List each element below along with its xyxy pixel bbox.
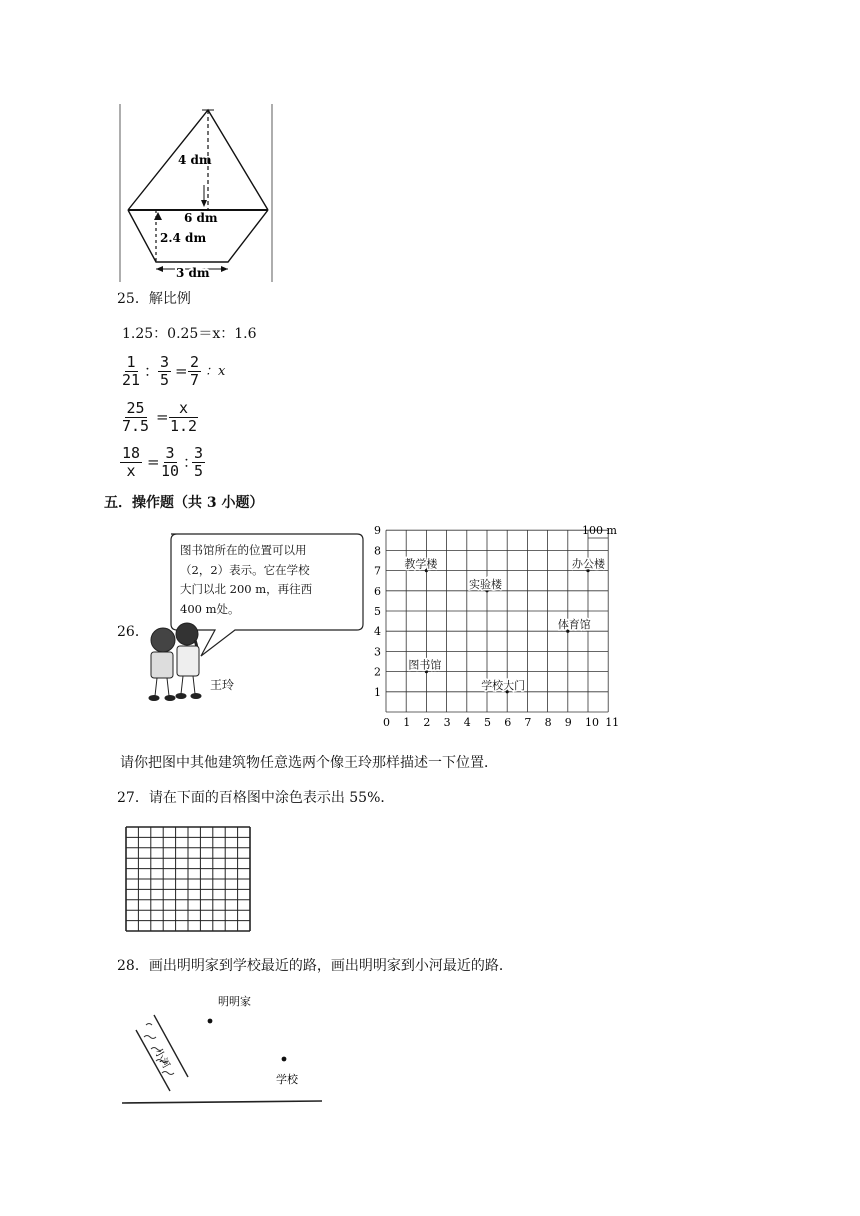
numerator: x bbox=[169, 400, 198, 418]
q27-text: 27．请在下面的百格图中涂色表示出 55%． bbox=[117, 790, 395, 806]
building-label: 教学楼 bbox=[404, 557, 438, 571]
fraction bbox=[188, 354, 201, 389]
kid-name-label: 王玲 bbox=[210, 678, 235, 692]
label-bottom-side: 3 dm bbox=[176, 266, 210, 280]
y-tick-label: 5 bbox=[374, 605, 381, 618]
y-tick-label: 9 bbox=[374, 524, 381, 538]
river-school-map bbox=[118, 985, 328, 1110]
x-tick-label: 2 bbox=[423, 716, 431, 729]
equals-sign: = bbox=[147, 453, 160, 471]
building-label: 图书馆 bbox=[408, 658, 442, 672]
denominator: 5 bbox=[194, 462, 204, 480]
speech-line: 图书馆所在的位置可以用 bbox=[180, 543, 307, 557]
q26-number: 26． bbox=[117, 624, 149, 640]
x-tick-label: 5 bbox=[484, 716, 491, 729]
building-label: 实验楼 bbox=[469, 577, 502, 591]
ratio-tail: ：x bbox=[205, 364, 226, 379]
equals-sign: = bbox=[175, 362, 188, 380]
y-tick-label: 8 bbox=[374, 544, 381, 558]
section-heading: 五．操作题（共 3 小题） bbox=[104, 495, 264, 511]
numerator: 3 bbox=[165, 444, 175, 462]
x-tick-label: 11 bbox=[605, 716, 620, 729]
speech-text bbox=[180, 541, 312, 619]
school-map-grid bbox=[368, 520, 626, 740]
label-height-triangle: 4 dm bbox=[178, 153, 212, 167]
x-tick-label: 10 bbox=[585, 716, 599, 729]
q25-equation-1: 1.25：0.25＝x：1.6 bbox=[122, 326, 257, 342]
label-base-line: 6 dm bbox=[184, 211, 218, 225]
school-point bbox=[282, 1057, 287, 1062]
river-label: 小河 bbox=[151, 1047, 172, 1071]
q25-title: 解比例 bbox=[148, 291, 191, 307]
fraction bbox=[159, 445, 181, 480]
denominator: 5 bbox=[160, 371, 170, 389]
q26-instruction: 请你把图中其他建筑物任意选两个像王玲那样描述一下位置． bbox=[120, 755, 498, 771]
y-tick-label: 1 bbox=[374, 685, 381, 699]
fraction bbox=[158, 354, 171, 389]
numerator: 2 bbox=[190, 353, 200, 371]
numerator: 1 bbox=[126, 353, 136, 371]
fraction bbox=[168, 400, 199, 435]
y-tick-label: 3 bbox=[374, 645, 381, 659]
denominator: 7 bbox=[190, 371, 200, 389]
numerator: 25 bbox=[126, 399, 145, 417]
speech-line: 400 m处。 bbox=[180, 601, 240, 616]
building-label: 体育馆 bbox=[557, 618, 591, 632]
speech-line: （2，2）表示。它在学校 bbox=[180, 562, 310, 577]
y-tick-label: 2 bbox=[374, 665, 381, 679]
home-label: 明明家 bbox=[218, 995, 251, 1008]
label-height-trapezoid: 2.4 dm bbox=[160, 231, 207, 245]
x-tick-label: 6 bbox=[504, 716, 512, 729]
ratio-sign: ： bbox=[183, 453, 199, 471]
x-tick-label: 4 bbox=[463, 716, 471, 729]
fraction bbox=[120, 400, 151, 435]
y-tick-label: 4 bbox=[374, 625, 381, 639]
building-label: 学校大门 bbox=[481, 678, 526, 692]
denominator: 7.5 bbox=[122, 417, 150, 435]
building-label: 办公楼 bbox=[572, 557, 605, 571]
scale-label: 100 m bbox=[582, 524, 617, 537]
fraction bbox=[120, 445, 142, 480]
composite-shape-figure bbox=[118, 100, 278, 285]
fraction bbox=[192, 445, 205, 480]
y-tick-label: 6 bbox=[374, 584, 381, 598]
q25-heading bbox=[117, 290, 191, 308]
school-label: 学校 bbox=[276, 1073, 298, 1086]
x-tick-label: 8 bbox=[544, 716, 552, 729]
speech-line: 大门以北 200 m，再往西 bbox=[180, 582, 313, 596]
numerator: 3 bbox=[194, 444, 204, 462]
denominator: 1.2 bbox=[170, 417, 198, 435]
q25-number: 25． bbox=[117, 291, 149, 307]
q28-text: 28．画出明明家到学校最近的路，画出明明家到小河最近的路． bbox=[117, 958, 513, 974]
denominator: 10 bbox=[161, 462, 180, 480]
y-tick-label: 7 bbox=[374, 564, 381, 578]
x-tick-label: 7 bbox=[524, 716, 532, 729]
x-tick-label: 0 bbox=[383, 716, 390, 729]
numerator: 3 bbox=[160, 353, 170, 371]
x-tick-label: 9 bbox=[564, 716, 572, 729]
ratio-sign: ： bbox=[144, 362, 160, 380]
fraction bbox=[120, 354, 142, 389]
x-tick-label: 3 bbox=[443, 716, 451, 729]
denominator: x bbox=[126, 462, 136, 480]
numerator: 18 bbox=[122, 444, 141, 462]
denominator: 21 bbox=[122, 371, 141, 389]
hundred-grid[interactable] bbox=[124, 825, 252, 933]
home-point bbox=[208, 1019, 213, 1024]
children-illustration bbox=[149, 623, 201, 701]
equals-sign: = bbox=[156, 408, 169, 426]
x-tick-label: 1 bbox=[403, 716, 411, 729]
